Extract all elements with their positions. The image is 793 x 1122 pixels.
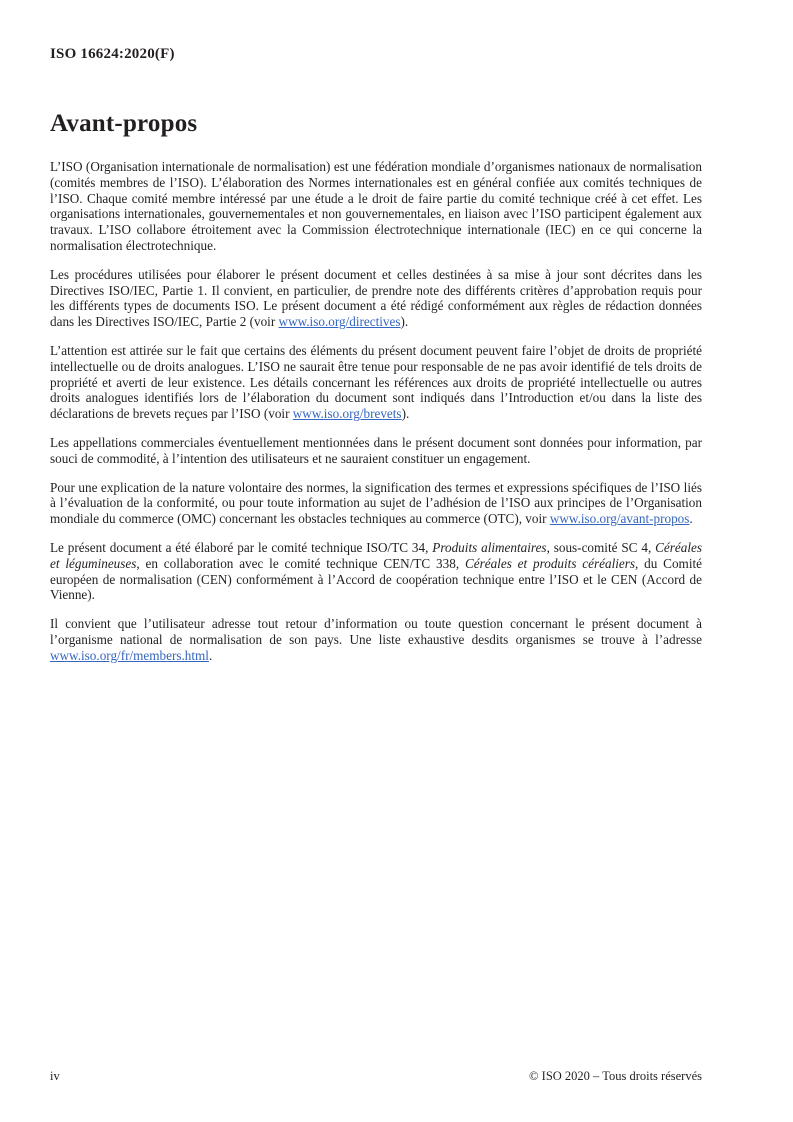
hyperlink[interactable]: www.iso.org/avant-propos [549, 511, 690, 527]
italic-text-segment: Produits alimentaires [432, 539, 547, 555]
text-segment: , en collaboration avec le comité technique CEN/TC 338, [136, 555, 465, 571]
hyperlink[interactable]: www.iso.org/directives [278, 314, 401, 330]
text-segment: Les procédures utilisées pour élaborer le présent document et celles destinées à sa mise à jour sont décrites dans les Directives ISO/IEC, Partie 1. Il convient, en particulier, de prendre note des différents critères d’approbation requis pour les différents types de documents ISO. Le présent document a été rédigé conformément aux règles de rédaction données dans les Directives ISO/IEC, Partie 2 (voir [50, 266, 702, 330]
paragraph [50, 435, 702, 467]
page-title: Avant-propos [50, 110, 198, 137]
hyperlink[interactable]: www.iso.org/fr/members.html [50, 647, 209, 663]
copyright-notice: © ISO 2020 – Tous droits réservés [529, 1069, 702, 1083]
text-segment: Il convient que l’utilisateur adresse tout retour d’information ou toute question concernant le présent document à l’organisme national de normalisation de son pays. Une liste exhaustive desdits organismes se trouve à l’adresse [50, 616, 702, 647]
text-segment: Le présent document a été élaboré par le comité technique ISO/TC 34, [50, 539, 433, 555]
text-segment: , sous-comité SC 4, [546, 539, 656, 555]
italic-text-segment: Céréales et produits céréaliers [464, 555, 636, 571]
text-segment: ). [400, 314, 409, 330]
paragraph [50, 343, 702, 422]
text-segment: . [208, 647, 213, 663]
paragraph [50, 267, 702, 330]
text-segment: Les appellations commerciales éventuellement mentionnées dans le présent document sont données pour information, par souci de commodité, à l’intention des utilisateurs et ne sauraient constituer un engagement. [50, 434, 702, 466]
paragraph [50, 616, 702, 663]
text-segment: . [689, 511, 693, 527]
paragraph [50, 540, 702, 603]
text-segment: L’ISO (Organisation internationale de normalisation) est une fédération mondiale d’organismes nationaux de normalisation (comités membres de l’ISO). L’élaboration des Normes internationales est en général confiée aux comités techniques de l’ISO. Chaque comité membre intéressé par une étude a le droit de faire partie du comité technique créé à cet effet. Les organisations internationales, gouvernementales et non gouvernementales, en liaison avec l’ISO participent également aux travaux. L’ISO collabore étroitement avec la Commission électrotechnique internationale (IEC) en ce qui concerne la normalisation électrotechnique. [50, 159, 702, 253]
page-number: iv [50, 1069, 60, 1083]
paragraphs [50, 159, 702, 664]
document-reference: ISO 16624:2020(F) [50, 46, 175, 62]
page-footer [50, 1069, 702, 1084]
text-segment: , du Comité européen de normalisation (CEN) conformément à l’Accord de coopération technique entre l’ISO et le CEN (Accord de Vienne). [50, 555, 702, 603]
paragraph [50, 480, 702, 527]
text-segment: Pour une explication de la nature volontaire des normes, la signification des termes et expressions spécifiques de l’ISO liés à l’évaluation de la conformité, ou pour toute information au sujet de l’adhésion de l’ISO aux principes de l’Organisation mondiale du commerce (OMC) concernant les obstacles techniques au commerce (OTC), voir [50, 479, 702, 527]
text-segment: L’attention est attirée sur le fait que certains des éléments du présent document peuvent faire l’objet de droits de propriété intellectuelle ou de droits analogues. L’ISO ne saurait être tenue pour responsable de ne pas avoir identifié de tels droits de propriété et averti de leur existence. Les détails concernant les références aux droits de propriété intellectuelle ou autres droits analogues identifiés lors de l’élaboration du document sont indiqués dans l’Introduction et/ou dans la liste des déclarations de brevets reçues par l’ISO (voir [50, 342, 702, 422]
text-segment: ). [401, 406, 410, 422]
paragraph [50, 159, 702, 254]
hyperlink[interactable]: www.iso.org/brevets [292, 406, 402, 422]
italic-text-segment: Céréales et légumineuses [50, 539, 703, 571]
